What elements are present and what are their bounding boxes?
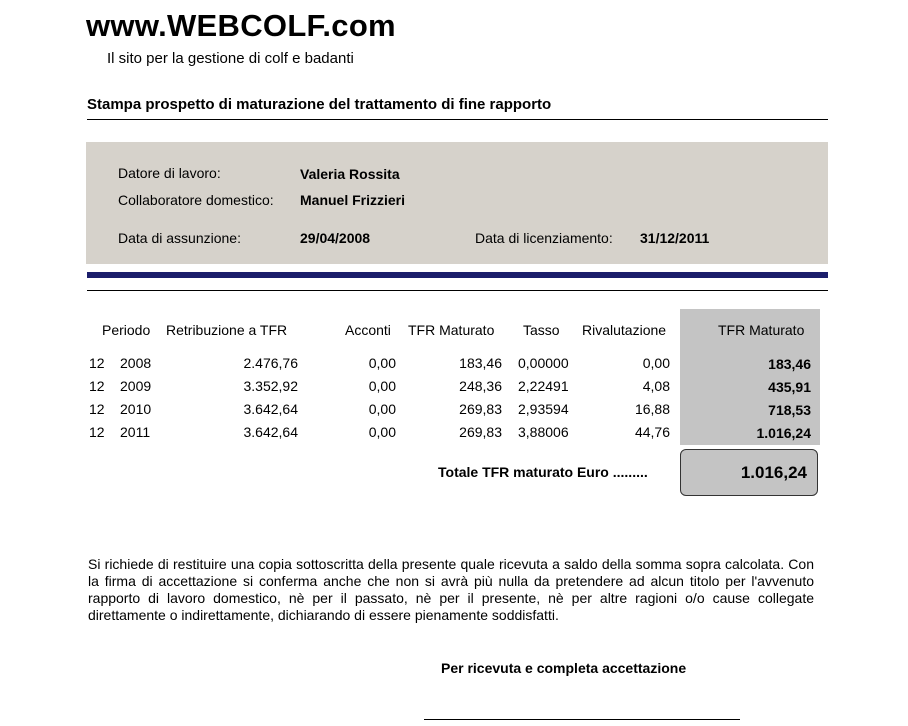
cell-year: 2008 xyxy=(120,355,152,371)
hire-date-label: Data di assunzione: xyxy=(118,230,241,246)
cell-year: 2009 xyxy=(120,378,152,394)
site-title: www.WEBCOLF.com xyxy=(86,8,396,43)
cell-advances: 0,00 xyxy=(368,378,396,394)
cell-rate: 2,22491 xyxy=(518,378,569,394)
cell-months: 12 xyxy=(89,355,105,371)
cell-months: 12 xyxy=(89,401,105,417)
header-rate: Tasso xyxy=(523,322,560,338)
header-salary: Retribuzione a TFR xyxy=(166,322,288,338)
header-tfr: TFR Maturato xyxy=(408,322,495,338)
cell-revaluation: 4,08 xyxy=(642,378,670,394)
cell-months: 12 xyxy=(89,378,105,394)
cell-advances: 0,00 xyxy=(368,424,396,440)
employer-value: Valeria Rossita xyxy=(300,166,400,182)
employer-label: Datore di lavoro: xyxy=(118,165,221,181)
navy-divider xyxy=(87,272,828,278)
cell-cumulative: 1.016,24 xyxy=(756,425,811,441)
termination-date-value: 31/12/2011 xyxy=(640,230,710,246)
worker-label: Collaboratore domestico: xyxy=(118,192,274,208)
signature-line xyxy=(424,719,740,720)
cell-cumulative: 183,46 xyxy=(768,356,811,372)
acceptance-notice: Si richiede di restituire una copia sottoscritta della presente quale ricevuta a saldo della somma sopra calcolata. Con la firma di accettazione si conferma anche che non si avrà più nulla da pretendere ad alcun titolo per l'avvenuto rapporto di lavoro domestico, nè per il passato, nè per il presente, nè per altre ragioni o/o cause collegate direttamente o indirettamente, dichiarando di essere pienamente soddisfatti. xyxy=(88,556,814,623)
cell-rate: 2,93594 xyxy=(518,401,569,417)
header-tfr-cumulative: TFR Maturato xyxy=(718,322,805,338)
worker-value: Manuel Frizzieri xyxy=(300,192,406,208)
cell-revaluation: 44,76 xyxy=(634,424,670,440)
cell-cumulative: 435,91 xyxy=(768,379,811,395)
cell-cumulative: 718,53 xyxy=(768,402,811,418)
total-value: 1.016,24 xyxy=(680,449,818,496)
cell-salary: 3.642,64 xyxy=(243,401,298,417)
cell-salary: 2.476,76 xyxy=(243,355,298,371)
cell-tfr: 248,36 xyxy=(459,378,502,394)
cell-months: 12 xyxy=(89,424,105,440)
cell-advances: 0,00 xyxy=(368,401,396,417)
cell-salary: 3.642,64 xyxy=(243,424,298,440)
header-advances: Acconti xyxy=(345,322,391,338)
cell-revaluation: 16,88 xyxy=(634,401,670,417)
cell-year: 2010 xyxy=(120,401,152,417)
total-label: Totale TFR maturato Euro ......... xyxy=(438,464,648,480)
cell-advances: 0,00 xyxy=(368,355,396,371)
header-revaluation: Rivalutazione xyxy=(582,322,667,338)
cell-tfr: 269,83 xyxy=(459,424,502,440)
cell-year: 2011 xyxy=(120,424,151,440)
cell-tfr: 183,46 xyxy=(459,355,502,371)
termination-date-label: Data di licenziamento: xyxy=(475,230,613,246)
site-tagline: Il sito per la gestione di colf e badanti xyxy=(107,50,354,67)
signature-label: Per ricevuta e completa accettazione xyxy=(441,660,687,676)
document-title: Stampa prospetto di maturazione del trattamento di fine rapporto xyxy=(87,96,552,113)
cell-rate: 3,88006 xyxy=(518,424,569,440)
cell-rate: 0,00000 xyxy=(518,355,569,371)
table-top-divider xyxy=(87,290,828,291)
header-period: Periodo xyxy=(102,322,151,338)
hire-date-value: 29/04/2008 xyxy=(300,230,371,246)
title-divider xyxy=(87,119,828,120)
cell-salary: 3.352,92 xyxy=(243,378,298,394)
cell-revaluation: 0,00 xyxy=(642,355,670,371)
cell-tfr: 269,83 xyxy=(459,401,502,417)
